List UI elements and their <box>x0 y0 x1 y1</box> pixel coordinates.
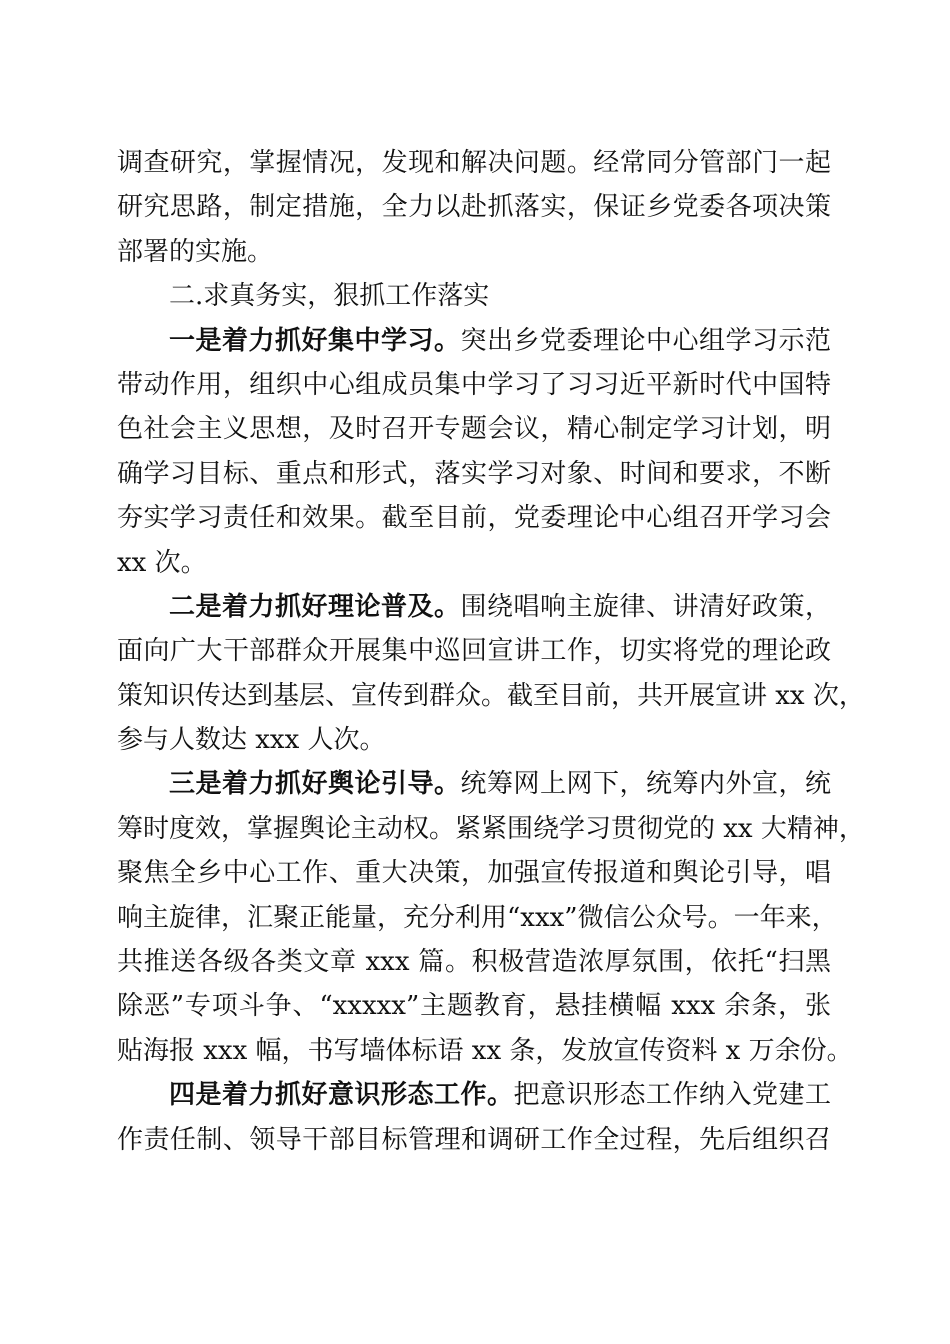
line-text: 除恶”专项斗争、“xxxxx”主题教育，悬挂横幅 xxx 余条，张 <box>117 991 831 1022</box>
text-line <box>117 230 831 274</box>
text-line <box>117 319 831 363</box>
line-text: 突出乡党委理论中心组学习示范 <box>460 325 831 356</box>
text-line <box>117 718 831 762</box>
text-line <box>117 629 831 673</box>
line-text: 确学习目标、重点和形式，落实学习对象、时间和要求，不断 <box>117 458 831 489</box>
line-text: 贴海报 xxx 幅，书写墙体标语 xx 条，发放宣传资料 x 万余份。 <box>117 1035 853 1066</box>
line-text: 共推送各级各类文章 xxx 篇。积极营造浓厚氛围，依托“扫黑 <box>117 947 831 978</box>
text-line <box>117 274 831 318</box>
line-text: 把意识形态工作纳入党建工 <box>513 1080 831 1111</box>
paragraph-lead: 一是着力抓好集中学习。 <box>169 325 461 356</box>
text-line <box>117 896 838 940</box>
line-text: 夯实学习责任和效果。截至目前，党委理论中心组召开学习会 <box>117 503 831 534</box>
text-line <box>117 541 831 585</box>
text-line <box>117 1118 831 1162</box>
paragraph-lead: 三是着力抓好舆论引导。 <box>169 769 461 800</box>
text-line <box>117 807 865 851</box>
line-text: 围绕唱响主旋律、讲清好政策， <box>460 591 831 622</box>
text-line <box>117 940 831 984</box>
text-line <box>117 1029 853 1073</box>
paragraph-lead: 四是着力抓好意识形态工作。 <box>169 1080 514 1111</box>
text-line <box>117 363 831 407</box>
text-line <box>117 851 831 895</box>
line-text: 部署的实施。 <box>117 236 274 267</box>
line-text: 研究思路，制定措施，全力以赴抓落实，保证乡党委各项决策 <box>117 192 831 223</box>
line-text: 面向广大干部群众开展集中巡回宣讲工作，切实将党的理论政 <box>117 636 831 667</box>
text-line <box>117 141 831 185</box>
text-line <box>117 984 831 1028</box>
line-text: 统筹网上网下，统筹内外宣，统 <box>460 769 831 800</box>
line-text: 调查研究，掌握情况，发现和解决问题。经常同分管部门一起 <box>117 148 831 178</box>
line-text: xx 次。 <box>117 547 207 578</box>
text-line <box>117 762 831 806</box>
line-text: 策知识传达到基层、宣传到群众。截至目前，共开展宣讲 xx 次， <box>117 680 865 711</box>
text-line <box>117 452 831 496</box>
text-line <box>117 185 831 229</box>
text-line <box>117 407 831 451</box>
line-text: 二.求真务实，狠抓工作落实 <box>169 281 490 312</box>
line-text: 作责任制、领导干部目标管理和调研工作全过程，先后组织召 <box>117 1124 831 1155</box>
line-text: 响主旋律，汇聚正能量，充分利用“xxx”微信公众号。一年来， <box>117 902 838 933</box>
text-line <box>117 585 831 629</box>
paragraph-lead: 二是着力抓好理论普及。 <box>169 591 461 622</box>
line-text: 色社会主义思想，及时召开专题会议，精心制定学习计划，明 <box>117 414 831 445</box>
document-page <box>117 141 865 1162</box>
text-line <box>117 674 865 718</box>
line-text: 筹时度效，掌握舆论主动权。紧紧围绕学习贯彻党的 xx 大精神， <box>117 813 865 844</box>
line-text: 聚焦全乡中心工作、重大决策，加强宣传报道和舆论引导，唱 <box>117 858 831 889</box>
text-line <box>117 1073 831 1117</box>
line-text: 带动作用，组织中心组成员集中学习了习习近平新时代中国特 <box>117 369 831 400</box>
line-text: 参与人数达 xxx 人次。 <box>117 725 386 756</box>
text-line <box>117 496 831 540</box>
